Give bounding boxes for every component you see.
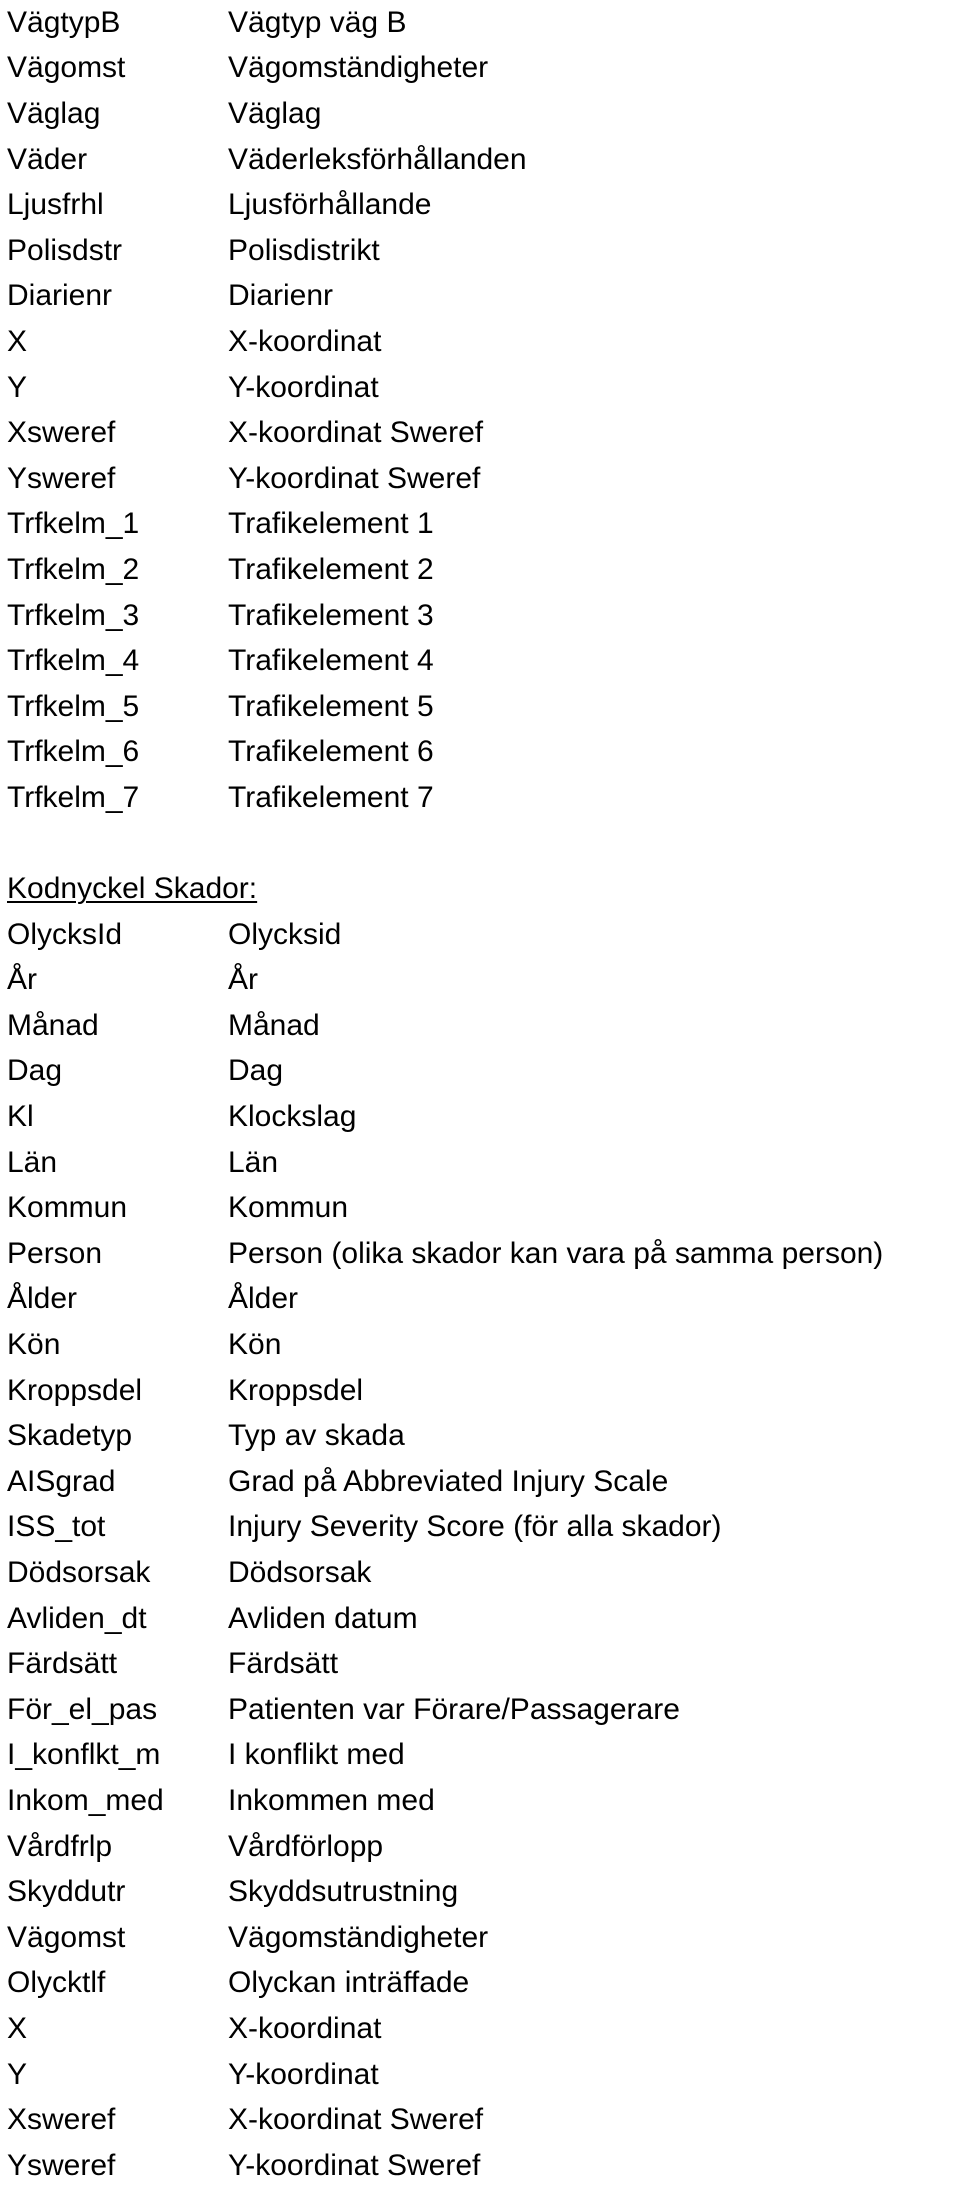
code-row	[7, 2143, 957, 2189]
code-row	[7, 1322, 957, 1368]
code-row	[7, 2097, 957, 2143]
code-row	[7, 1641, 957, 1687]
field-description: Vägomständigheter	[228, 1920, 489, 1954]
code-row	[7, 547, 957, 593]
field-description: Dödsorsak	[228, 1555, 372, 1589]
code-row	[7, 91, 957, 137]
field-description: Trafikelement 6	[228, 735, 434, 769]
code-row	[7, 410, 957, 456]
code-row	[7, 1915, 957, 1961]
field-description: Län	[228, 1145, 279, 1179]
field-code: VägtypB	[7, 5, 121, 39]
field-code: Skyddutr	[7, 1875, 126, 1909]
field-code: Y	[7, 370, 28, 404]
field-description: X-koordinat	[228, 324, 382, 358]
field-code: Trfkelm_2	[7, 552, 140, 586]
field-description: Väderleksförhållanden	[228, 142, 527, 176]
code-row	[7, 1185, 957, 1231]
field-description: Kön	[228, 1328, 282, 1362]
code-row	[7, 137, 957, 183]
field-description: Vägomständigheter	[228, 51, 489, 85]
field-description: Trafikelement 3	[228, 598, 434, 632]
field-code: Dödsorsak	[7, 1555, 151, 1589]
field-description: X-koordinat Sweref	[228, 416, 484, 450]
field-description: Y-koordinat Sweref	[228, 461, 481, 495]
code-row	[7, 1869, 957, 1915]
field-code: Dag	[7, 1054, 63, 1088]
code-row	[7, 1277, 957, 1323]
code-row	[7, 638, 957, 684]
field-description: Patienten var Förare/Passagerare	[228, 1692, 680, 1726]
field-code: Kön	[7, 1328, 61, 1362]
field-code: Ålder	[7, 1282, 78, 1316]
field-description: Vägtyp väg B	[228, 5, 407, 39]
field-description: Kroppsdel	[228, 1373, 364, 1407]
code-row	[7, 2052, 957, 2098]
code-row	[7, 182, 957, 228]
code-row	[7, 1368, 957, 1414]
field-description: I konflikt med	[228, 1738, 405, 1772]
field-description: Kommun	[228, 1191, 349, 1225]
section-heading-text: Kodnyckel Skador:	[7, 872, 258, 906]
field-code: Person	[7, 1236, 103, 1270]
field-description: Grad på Abbreviated Injury Scale	[228, 1464, 669, 1498]
field-description: År	[228, 963, 258, 997]
code-row	[7, 1550, 957, 1596]
field-code: Vägomst	[7, 1920, 126, 1954]
field-code: Xsweref	[7, 2103, 116, 2137]
field-code: X	[7, 324, 28, 358]
field-code: Diarienr	[7, 279, 113, 313]
field-description: Trafikelement 5	[228, 689, 434, 723]
field-code: Trfkelm_7	[7, 780, 140, 814]
code-row	[7, 228, 957, 274]
code-row	[7, 912, 957, 958]
field-code: ISS_tot	[7, 1510, 106, 1544]
field-description: Trafikelement 4	[228, 644, 434, 678]
field-code: Trfkelm_3	[7, 598, 140, 632]
field-description: Avliden datum	[228, 1601, 418, 1635]
code-row	[7, 1413, 957, 1459]
field-code: Xsweref	[7, 416, 116, 450]
code-row	[7, 1231, 957, 1277]
code-row	[7, 502, 957, 548]
field-code: Ljusfrhl	[7, 188, 104, 222]
code-row	[7, 2006, 957, 2052]
field-code: Trfkelm_5	[7, 689, 140, 723]
field-description: Vårdförlopp	[228, 1829, 384, 1863]
field-description: Diarienr	[228, 279, 334, 313]
field-description: Trafikelement 7	[228, 780, 434, 814]
code-row	[7, 1505, 957, 1551]
field-code: År	[7, 963, 37, 997]
section-spacer	[7, 821, 957, 867]
code-row	[7, 1003, 957, 1049]
field-code: Vårdfrlp	[7, 1829, 113, 1863]
field-description: Skyddsutrustning	[228, 1875, 459, 1909]
field-description: Inkommen med	[228, 1783, 435, 1817]
code-row	[7, 274, 957, 320]
field-code: Polisdstr	[7, 233, 123, 267]
field-description: Månad	[228, 1008, 320, 1042]
code-row	[7, 1596, 957, 1642]
code-row	[7, 1961, 957, 2007]
field-code: För_el_pas	[7, 1692, 158, 1726]
code-row	[7, 1459, 957, 1505]
document-page	[7, 0, 957, 2189]
field-code: Vägomst	[7, 51, 126, 85]
field-code: Skadetyp	[7, 1419, 133, 1453]
field-code: Väder	[7, 142, 88, 176]
field-code: AISgrad	[7, 1464, 116, 1498]
code-row	[7, 365, 957, 411]
field-code: Färdsätt	[7, 1647, 118, 1681]
field-description: Y-koordinat	[228, 2057, 379, 2091]
field-description: Dag	[228, 1054, 284, 1088]
field-description: Olyckan inträffade	[228, 1966, 470, 2000]
code-row	[7, 456, 957, 502]
field-description: Y-koordinat Sweref	[228, 2148, 481, 2182]
field-description: Väglag	[228, 96, 322, 130]
field-code: Trfkelm_1	[7, 507, 140, 541]
field-code: Län	[7, 1145, 58, 1179]
field-description: X-koordinat Sweref	[228, 2103, 484, 2137]
field-description: Färdsätt	[228, 1647, 339, 1681]
field-code: Månad	[7, 1008, 99, 1042]
field-code: Olycktlf	[7, 1966, 106, 2000]
field-description: Injury Severity Score (för alla skador)	[228, 1510, 722, 1544]
code-list-section	[7, 0, 957, 821]
injury-code-list-section	[7, 912, 957, 2189]
field-code: X	[7, 2011, 28, 2045]
code-row	[7, 1140, 957, 1186]
field-code: Ysweref	[7, 461, 116, 495]
code-row	[7, 46, 957, 92]
field-description: Klockslag	[228, 1100, 357, 1134]
field-code: Kroppsdel	[7, 1373, 143, 1407]
field-code: Y	[7, 2057, 28, 2091]
code-row	[7, 0, 957, 46]
field-code: Avliden_dt	[7, 1601, 147, 1635]
code-row	[7, 1049, 957, 1095]
field-description: Olycksid	[228, 917, 342, 951]
code-row	[7, 775, 957, 821]
code-row	[7, 684, 957, 730]
field-code: Inkom_med	[7, 1783, 164, 1817]
field-description: Trafikelement 2	[228, 552, 434, 586]
field-description: X-koordinat	[228, 2011, 382, 2045]
field-description: Trafikelement 1	[228, 507, 434, 541]
field-description: Ålder	[228, 1282, 299, 1316]
field-description: Y-koordinat	[228, 370, 379, 404]
code-row	[7, 1094, 957, 1140]
field-code: Kl	[7, 1100, 34, 1134]
field-code: Väglag	[7, 96, 101, 130]
field-code: Kommun	[7, 1191, 128, 1225]
code-row	[7, 1687, 957, 1733]
code-row	[7, 1824, 957, 1870]
code-row	[7, 957, 957, 1003]
field-code: Ysweref	[7, 2148, 116, 2182]
code-row	[7, 593, 957, 639]
field-description: Polisdistrikt	[228, 233, 380, 267]
section-heading	[7, 866, 957, 912]
field-code: Trfkelm_6	[7, 735, 140, 769]
code-row	[7, 319, 957, 365]
code-row	[7, 1733, 957, 1779]
code-row	[7, 730, 957, 776]
field-code: OlycksId	[7, 917, 123, 951]
field-description: Ljusförhållande	[228, 188, 432, 222]
field-code: Trfkelm_4	[7, 644, 140, 678]
field-code: I_konflkt_m	[7, 1738, 161, 1772]
code-row	[7, 1778, 957, 1824]
field-description: Typ av skada	[228, 1419, 405, 1453]
field-description: Person (olika skador kan vara på samma person)	[228, 1236, 884, 1270]
